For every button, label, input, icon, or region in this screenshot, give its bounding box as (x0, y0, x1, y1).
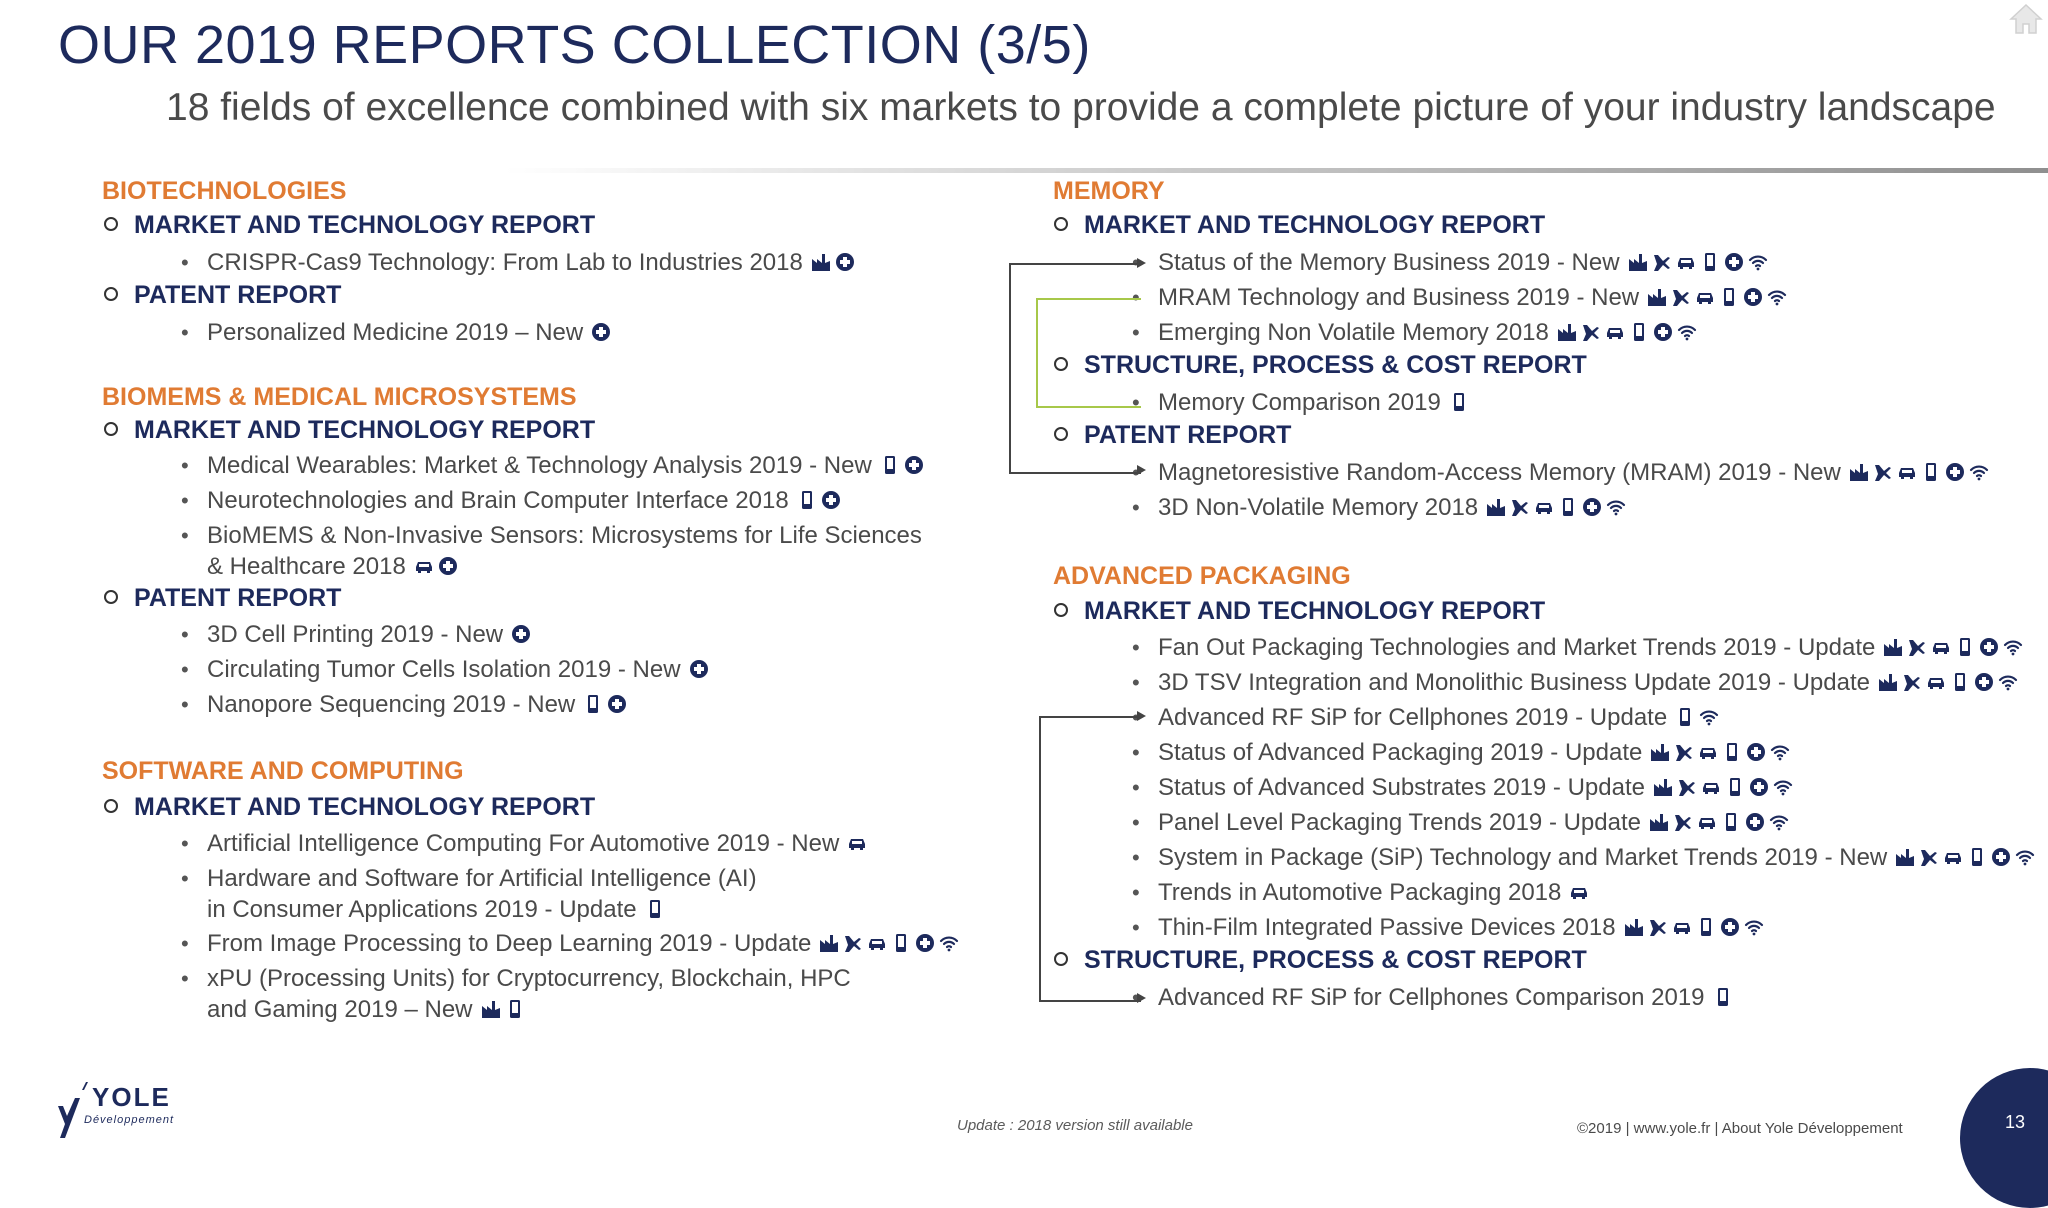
report-item[interactable]: • Emerging Non Volatile Memory 2018 (1158, 317, 1697, 348)
report-item-continuation: & Healthcare 2018 (207, 551, 458, 582)
industrial-icon (1647, 287, 1667, 307)
aerospace-icon (1652, 252, 1672, 272)
market-icons (811, 252, 855, 272)
market-icons (1486, 497, 1626, 517)
circle-bullet-icon (104, 217, 118, 231)
medical-icon (1746, 742, 1766, 762)
medical-icon (438, 556, 458, 576)
automotive-icon (1926, 672, 1946, 692)
industrial-icon (1883, 637, 1903, 657)
report-item[interactable]: • Fan Out Packaging Technologies and Market Trends 2019 - Update (1158, 632, 2023, 663)
telecom-icon (1677, 322, 1697, 342)
aerospace-icon (1673, 812, 1693, 832)
circle-bullet-icon (1054, 217, 1068, 231)
telecom-icon (2015, 847, 2035, 867)
automotive-icon (1569, 882, 1589, 902)
report-item[interactable]: • Nanopore Sequencing 2019 - New (207, 689, 627, 720)
market-icons (591, 322, 611, 342)
medical-icon (835, 252, 855, 272)
industrial-icon (819, 933, 839, 953)
market-icons (481, 999, 525, 1019)
aerospace-icon (1873, 462, 1893, 482)
automotive-icon (1701, 777, 1721, 797)
mobile-icon (1696, 917, 1716, 937)
medical-icon (1991, 847, 2011, 867)
circle-bullet-icon (104, 799, 118, 813)
industrial-icon (1557, 322, 1577, 342)
aerospace-icon (1902, 672, 1922, 692)
medical-icon (904, 455, 924, 475)
medical-icon (915, 933, 935, 953)
report-item[interactable]: • Advanced RF SiP for Cellphones 2019 - Update (1158, 702, 1719, 733)
medical-icon (1749, 777, 1769, 797)
telecom-icon (1769, 812, 1789, 832)
market-icons (1849, 462, 1989, 482)
market-icons (583, 694, 627, 714)
report-item[interactable]: • From Image Processing to Deep Learning 2019 - Update (207, 928, 959, 959)
page-subtitle: 18 fields of excellence combined with six markets to provide a complete picture of your industry landscape (166, 86, 1996, 129)
medical-icon (689, 659, 709, 679)
report-type-patent: PATENT REPORT (104, 584, 341, 613)
industrial-icon (1650, 742, 1670, 762)
medical-icon (1582, 497, 1602, 517)
automotive-icon (1676, 252, 1696, 272)
telecom-icon (2003, 637, 2023, 657)
mobile-icon (1449, 392, 1469, 412)
market-icons (1557, 322, 1697, 342)
medical-icon (1720, 917, 1740, 937)
report-item[interactable]: • Advanced RF SiP for Cellphones Comparison 2019 (1158, 982, 1733, 1013)
mobile-icon (1950, 672, 1970, 692)
automotive-icon (1605, 322, 1625, 342)
industrial-icon (1624, 917, 1644, 937)
mobile-icon (505, 999, 525, 1019)
market-icons (1895, 847, 2035, 867)
report-item[interactable]: • Medical Wearables: Market & Technology Analysis 2019 - New (207, 450, 924, 481)
section-title-memory: MEMORY (1053, 177, 1165, 205)
page-title: OUR 2019 REPORTS COLLECTION (3/5) (58, 15, 1091, 75)
telecom-icon (1744, 917, 1764, 937)
report-type-patent: PATENT REPORT (104, 281, 341, 310)
industrial-icon (1653, 777, 1673, 797)
report-type-patent: PATENT REPORT (1054, 421, 1291, 450)
report-type-market-technology: MARKET AND TECHNOLOGY REPORT (104, 793, 595, 822)
report-item-continuation: in Consumer Applications 2019 - Update (207, 894, 665, 925)
aerospace-icon (1677, 777, 1697, 797)
automotive-icon (847, 833, 867, 853)
section-title-software: SOFTWARE AND COMPUTING (102, 757, 464, 785)
report-item[interactable]: • Thin-Film Integrated Passive Devices 2018 (1158, 912, 1764, 943)
market-icons (880, 455, 924, 475)
aerospace-icon (1919, 847, 1939, 867)
market-icons (1878, 672, 2018, 692)
market-icons (1653, 777, 1793, 797)
report-item[interactable]: • Status of the Memory Business 2019 - New (1158, 247, 1768, 278)
report-item[interactable]: • Magnetoresistive Random-Access Memory (MRAM) 2019 - New (1158, 457, 1989, 488)
market-icons (1675, 707, 1719, 727)
industrial-icon (1486, 497, 1506, 517)
section-title-biomems: BIOMEMS & MEDICAL MICROSYSTEMS (102, 383, 577, 411)
arrow-icon (1137, 465, 1146, 475)
market-icons (414, 556, 458, 576)
mobile-icon (1955, 637, 1975, 657)
report-item[interactable]: • MRAM Technology and Business 2019 - New (1158, 282, 1787, 313)
industrial-icon (481, 999, 501, 1019)
mobile-icon (1921, 462, 1941, 482)
report-item[interactable]: • 3D TSV Integration and Monolithic Business Update 2019 - Update (1158, 667, 2018, 698)
mobile-icon (880, 455, 900, 475)
report-item[interactable]: • Neurotechnologies and Brain Computer Interface 2018 (207, 485, 841, 516)
page-number-badge (1960, 1068, 2048, 1208)
market-icons (645, 899, 665, 919)
home-icon[interactable] (2008, 2, 2044, 36)
aerospace-icon (1581, 322, 1601, 342)
report-item[interactable]: • Status of Advanced Substrates 2019 - Update (1158, 772, 1793, 803)
aerospace-icon (1648, 917, 1668, 937)
automotive-icon (414, 556, 434, 576)
medical-icon (1974, 672, 1994, 692)
report-item[interactable]: • Status of Advanced Packaging 2019 - Update (1158, 737, 1790, 768)
medical-icon (1743, 287, 1763, 307)
mobile-icon (583, 694, 603, 714)
report-item-continuation: and Gaming 2019 – New (207, 994, 525, 1025)
svg-text:Développement: Développement (84, 1114, 175, 1126)
report-item[interactable]: • Panel Level Packaging Trends 2019 - Update (1158, 807, 1789, 838)
market-icons (1628, 252, 1768, 272)
market-icons (511, 624, 531, 644)
mobile-icon (645, 899, 665, 919)
market-icons (1569, 882, 1589, 902)
industrial-icon (1878, 672, 1898, 692)
medical-icon (1745, 812, 1765, 832)
telecom-icon (1969, 462, 1989, 482)
circle-bullet-icon (104, 422, 118, 436)
link-bracket (1036, 298, 1141, 408)
telecom-icon (1998, 672, 2018, 692)
report-item[interactable]: • Personalized Medicine 2019 – New (207, 317, 611, 348)
report-type-structure-process-cost: STRUCTURE, PROCESS & COST REPORT (1054, 946, 1587, 975)
report-type-structure-process-cost: STRUCTURE, PROCESS & COST REPORT (1054, 351, 1587, 380)
medical-icon (607, 694, 627, 714)
page-number: 13 (2005, 1112, 2026, 1132)
report-item[interactable]: • Artificial Intelligence Computing For Automotive 2019 - New (207, 828, 867, 859)
market-icons (847, 833, 867, 853)
medical-icon (1653, 322, 1673, 342)
market-icons (1449, 392, 1469, 412)
market-icons (1713, 987, 1733, 1007)
market-icons (819, 933, 959, 953)
circle-bullet-icon (1054, 603, 1068, 617)
mobile-icon (797, 490, 817, 510)
yole-logo[interactable] (54, 1076, 204, 1142)
report-item[interactable]: • CRISPR-Cas9 Technology: From Lab to Industries 2018 (207, 247, 855, 278)
aerospace-icon (843, 933, 863, 953)
arrow-icon (1137, 711, 1146, 721)
mobile-icon (1967, 847, 1987, 867)
market-icons (1624, 917, 1764, 937)
automotive-icon (1672, 917, 1692, 937)
telecom-icon (1770, 742, 1790, 762)
medical-icon (821, 490, 841, 510)
report-item[interactable]: • 3D Cell Printing 2019 - New (207, 619, 531, 650)
mobile-icon (1675, 707, 1695, 727)
medical-icon (511, 624, 531, 644)
automotive-icon (1897, 462, 1917, 482)
aerospace-icon (1510, 497, 1530, 517)
mobile-icon (1629, 322, 1649, 342)
link-bracket (1039, 716, 1141, 1002)
arrow-icon (1137, 993, 1146, 1003)
medical-icon (591, 322, 611, 342)
market-icons (1649, 812, 1789, 832)
mobile-icon (1721, 812, 1741, 832)
automotive-icon (1931, 637, 1951, 657)
copyright-text[interactable]: ©2019 | www.yole.fr | About Yole Développement (1577, 1120, 1903, 1137)
mobile-icon (1713, 987, 1733, 1007)
aerospace-icon (1671, 287, 1691, 307)
automotive-icon (1698, 742, 1718, 762)
report-item[interactable]: • Circulating Tumor Cells Isolation 2019 - New (207, 654, 709, 685)
automotive-icon (867, 933, 887, 953)
telecom-icon (939, 933, 959, 953)
market-icons (689, 659, 709, 679)
industrial-icon (1849, 462, 1869, 482)
medical-icon (1724, 252, 1744, 272)
telecom-icon (1767, 287, 1787, 307)
market-icons (1647, 287, 1787, 307)
report-item[interactable]: • System in Package (SiP) Technology and Market Trends 2019 - New (1158, 842, 2035, 873)
industrial-icon (1649, 812, 1669, 832)
mobile-icon (1700, 252, 1720, 272)
industrial-icon (1895, 847, 1915, 867)
report-item[interactable]: • 3D Non-Volatile Memory 2018 (1158, 492, 1626, 523)
report-type-market-technology: MARKET AND TECHNOLOGY REPORT (1054, 211, 1545, 240)
report-item[interactable]: • Hardware and Software for Artificial Intelligence (AI) (181, 865, 757, 892)
footnote: Update : 2018 version still available (957, 1117, 1193, 1134)
market-icons (797, 490, 841, 510)
report-item[interactable]: • Trends in Automotive Packaging 2018 (1158, 877, 1589, 908)
arrow-icon (1137, 258, 1146, 268)
mobile-icon (1725, 777, 1745, 797)
medical-icon (1945, 462, 1965, 482)
telecom-icon (1699, 707, 1719, 727)
report-type-market-technology: MARKET AND TECHNOLOGY REPORT (104, 416, 595, 445)
aerospace-icon (1907, 637, 1927, 657)
telecom-icon (1773, 777, 1793, 797)
market-icons (1650, 742, 1790, 762)
mobile-icon (1719, 287, 1739, 307)
circle-bullet-icon (104, 287, 118, 301)
industrial-icon (1628, 252, 1648, 272)
automotive-icon (1695, 287, 1715, 307)
market-icons (1883, 637, 2023, 657)
automotive-icon (1534, 497, 1554, 517)
section-title-biotechnologies: BIOTECHNOLOGIES (102, 177, 347, 205)
circle-bullet-icon (104, 590, 118, 604)
aerospace-icon (1674, 742, 1694, 762)
telecom-icon (1748, 252, 1768, 272)
report-type-market-technology: MARKET AND TECHNOLOGY REPORT (1054, 597, 1545, 626)
automotive-icon (1943, 847, 1963, 867)
section-title-advanced-packaging: ADVANCED PACKAGING (1053, 562, 1351, 590)
mobile-icon (1722, 742, 1742, 762)
header-divider (505, 168, 2048, 173)
automotive-icon (1697, 812, 1717, 832)
mobile-icon (1558, 497, 1578, 517)
telecom-icon (1606, 497, 1626, 517)
report-item[interactable]: • BioMEMS & Non-Invasive Sensors: Microsystems for Life Sciences (181, 522, 922, 549)
report-item[interactable]: • Memory Comparison 2019 (1158, 387, 1469, 418)
industrial-icon (811, 252, 831, 272)
medical-icon (1979, 637, 1999, 657)
report-type-market-technology: MARKET AND TECHNOLOGY REPORT (104, 211, 595, 240)
report-item[interactable]: • xPU (Processing Units) for Cryptocurrency, Blockchain, HPC (181, 965, 851, 992)
mobile-icon (891, 933, 911, 953)
svg-text:YOLE: YOLE (92, 1082, 171, 1112)
